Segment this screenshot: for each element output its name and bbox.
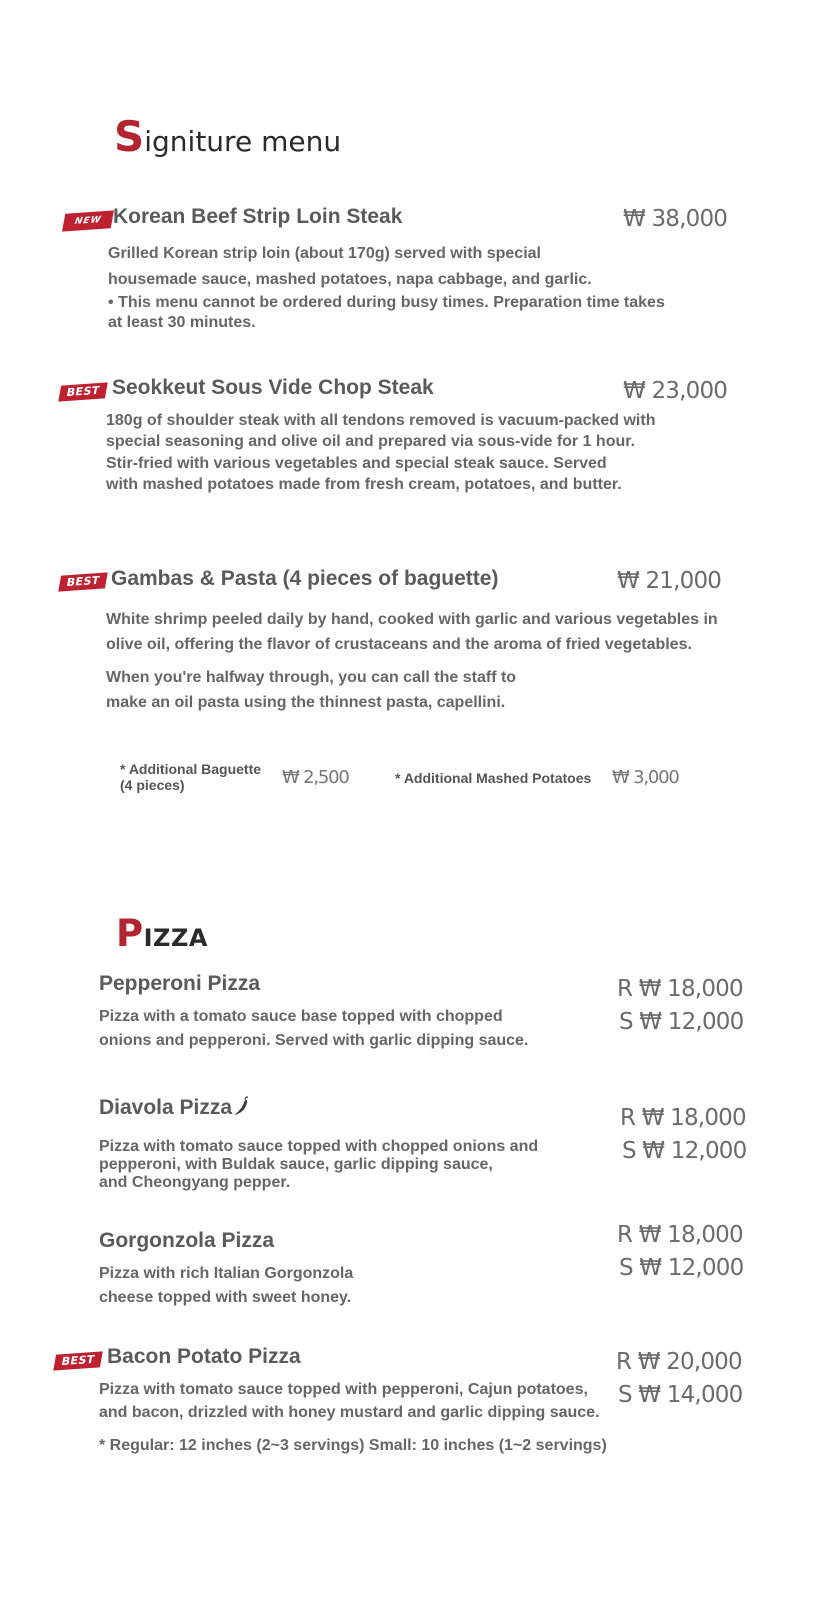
- pizza-title-cap: P: [116, 912, 144, 955]
- item-desc-line: Pizza with tomato sauce topped with chopped onions and: [99, 1138, 539, 1155]
- item-desc-line: Pizza with tomato sauce topped with pepperoni, Cajun potatoes,: [99, 1381, 588, 1398]
- item-desc-line: cheese topped with sweet honey.: [99, 1289, 352, 1306]
- item-desc-line: Stir-fried with various vegetables and special steak sauce. Served: [106, 455, 607, 472]
- item-desc-line: 180g of shoulder steak with all tendons removed is vacuum-packed with: [106, 412, 656, 429]
- price-regular: R ₩ 20,000: [616, 1349, 742, 1375]
- item-desc-line: White shrimp peeled daily by hand, cooked with garlic and various vegetables in: [106, 611, 718, 628]
- item-desc-line: special seasoning and olive oil and prepared via sous-vide for 1 hour.: [106, 433, 636, 450]
- new-badge: NEW: [62, 210, 114, 231]
- extra-baguette-price: ₩ 2,500: [282, 767, 349, 788]
- item-note-line: at least 30 minutes.: [108, 314, 256, 331]
- item-name: Seokkeut Sous Vide Chop Steak: [112, 376, 434, 399]
- price-small: S ₩ 12,000: [619, 1009, 744, 1035]
- price-regular: R ₩ 18,000: [617, 976, 743, 1002]
- item-desc-line: Pizza with a tomato sauce base topped with chopped: [99, 1008, 503, 1025]
- item-name: Bacon Potato Pizza: [107, 1345, 301, 1368]
- item-price: ₩ 21,000: [617, 568, 722, 594]
- pizza-section-title: [116, 912, 208, 955]
- extra-baguette-label: [120, 761, 261, 793]
- price-regular: R ₩ 18,000: [620, 1105, 746, 1131]
- signature-title-cap: S: [114, 112, 145, 161]
- extra-label-line: * Additional Baguette: [120, 761, 262, 777]
- extra-label-line: (4 pieces): [120, 777, 185, 793]
- item-price: ₩ 23,000: [623, 378, 728, 404]
- item-note-line: • This menu cannot be ordered during busy times. Preparation time takes: [108, 294, 665, 311]
- best-badge: BEST: [58, 382, 108, 401]
- size-note: * Regular: 12 inches (2~3 servings) Small: 10 inches (1~2 servings): [99, 1437, 607, 1454]
- item-name: Gambas & Pasta (4 pieces of baguette): [111, 567, 499, 590]
- item-desc-line: and bacon, drizzled with honey mustard and garlic dipping sauce.: [99, 1404, 600, 1421]
- price-small: S ₩ 14,000: [618, 1382, 743, 1408]
- item-desc-line: onions and pepperoni. Served with garlic dipping sauce.: [99, 1032, 529, 1049]
- price-small: S ₩ 12,000: [619, 1255, 744, 1281]
- item-name: Pepperoni Pizza: [99, 972, 261, 995]
- item-desc-line: olive oil, offering the flavor of crustaceans and the aroma of fried vegetables.: [106, 636, 692, 653]
- price-small: S ₩ 12,000: [622, 1138, 747, 1164]
- item-desc-line: Grilled Korean strip loin (about 170g) served with special: [108, 245, 541, 262]
- item-desc-line: When you're halfway through, you can call the staff to: [106, 669, 517, 686]
- best-badge: BEST: [58, 572, 108, 591]
- price-regular: R ₩ 18,000: [617, 1222, 743, 1248]
- item-name: Gorgonzola Pizza: [99, 1229, 275, 1252]
- item-desc-line: pepperoni, with Buldak sauce, garlic dipping sauce,: [99, 1156, 493, 1173]
- item-name-text: Diavola Pizza: [99, 1096, 233, 1119]
- item-desc-line: Pizza with rich Italian Gorgonzola: [99, 1265, 354, 1282]
- item-desc-line: and Cheongyang pepper.: [99, 1174, 291, 1191]
- item-name: [99, 1096, 249, 1122]
- signature-section-title: [114, 112, 341, 161]
- item-desc-line: make an oil pasta using the thinnest pasta, capellini.: [106, 694, 506, 711]
- item-price: ₩ 38,000: [623, 206, 728, 232]
- pizza-title-rest: IZZA: [143, 924, 208, 952]
- chili-pepper-icon: [233, 1096, 249, 1122]
- extra-potatoes-price: ₩ 3,000: [612, 767, 679, 788]
- item-name: Korean Beef Strip Loin Steak: [113, 205, 403, 228]
- item-desc-line: housemade sauce, mashed potatoes, napa cabbage, and garlic.: [108, 271, 592, 288]
- signature-title-rest: igniture menu: [144, 125, 342, 158]
- extra-potatoes-label: * Additional Mashed Potatoes: [395, 770, 592, 786]
- best-badge: BEST: [53, 1351, 103, 1370]
- item-desc-line: with mashed potatoes made from fresh cream, potatoes, and butter.: [106, 476, 622, 493]
